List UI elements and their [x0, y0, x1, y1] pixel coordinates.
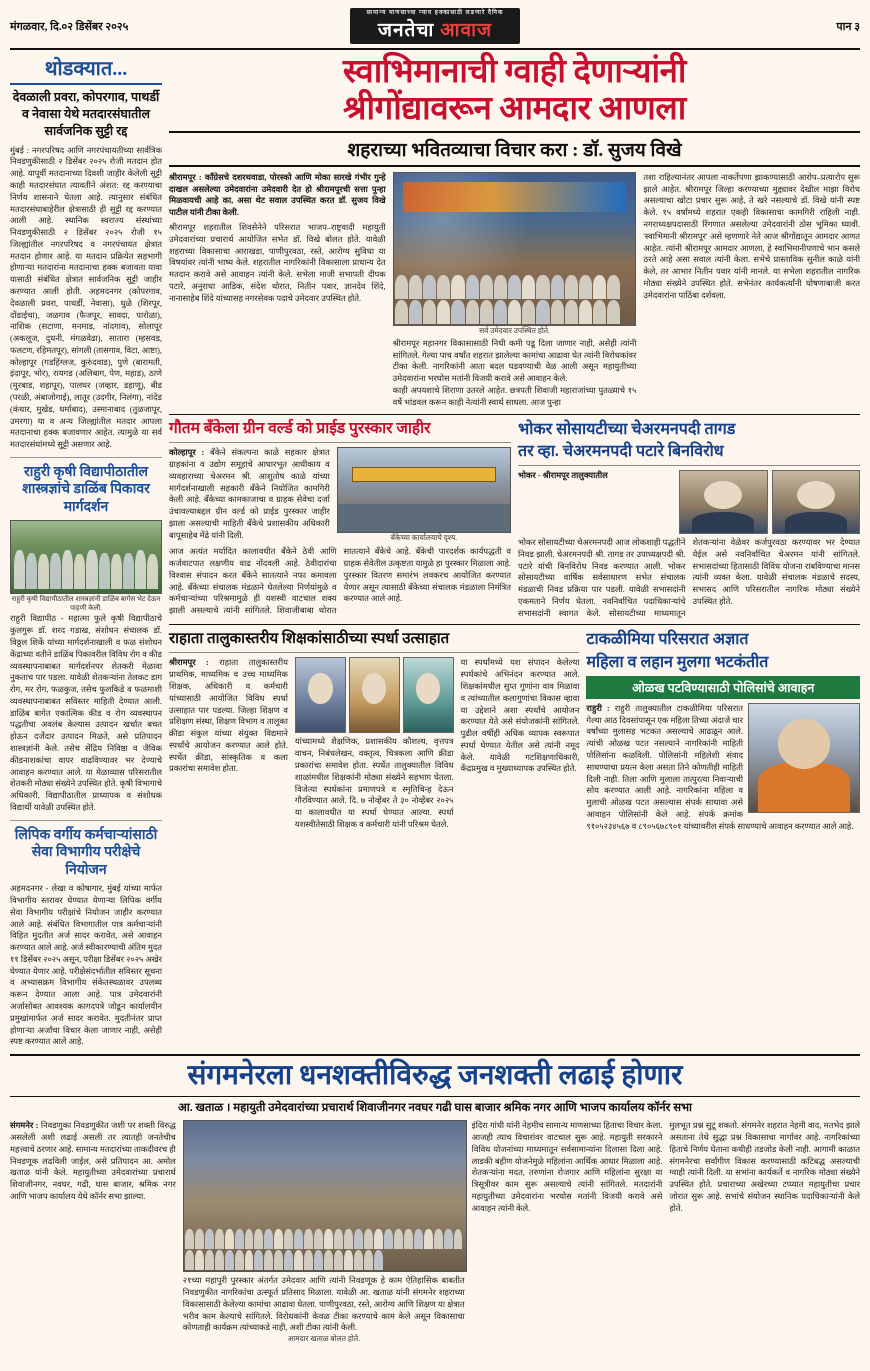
- logo-main: जनतेचा: [377, 20, 435, 41]
- green-world-body2: आज अत्यंत मर्यादित कालावधीत बँकेने ठेवी आणि कर्जवाटपात लक्षणीय वाढ नोंदवली आहे. ठेवीदारांचा विश्वास संपादन करत बँकेने सातत्याने नफा कमावला आहे. बँकेच्या संचालक मंडळाने घेतलेल्या निर्णयांमुळे व कर्मचाऱ्यांच्या परिश्रमामुळे ही यशस्वी वाटचाल शक्य झाली असल्याचे त्यांनी सांगितले.: [169, 547, 337, 616]
- bottom-body4: मुलभूत प्रश्न सुटू शकतो. संगमनेर शहरात नेहमी वाद, मतभेद झाले असताना तेथे सुद्धा प्रश्न विकासाचा मार्गावर आहे. नागरिकांच्या हिताचे निर्णय घेताना कधीही तडजोड केली नाही. आगामी काळात संगमनेरचा सर्वांगीण विकास करण्यासाठी कटिबद्ध असल्याची ग्वाही त्यांनी दिली. या सभांना कार्यकर्ते व नागरिक मोठ्या संख्येने उपस्थित होते. प्रचाराच्या अखेरच्या टप्प्यात महायुतीचा प्रचार जोरात सुरू आहे. सभांचे संयोजन स्थानिक पदाधिकाऱ्यांनी केले होते.: [669, 1121, 860, 1213]
- green-world-lead: कोल्हापूर :: [169, 448, 205, 458]
- masthead: [10, 8, 860, 50]
- bottom-subheadline: आ. खताळ । महायुती उमेदवारांच्या प्रचारार्थ शिवाजीनगर नवघर गढी घास बाजार श्रमिक नगर आणि भाजप कार्यालय कॉर्नर सभा: [177, 1102, 693, 1115]
- subheadline: शहराच्या भवितव्याचा विचार करा : डॉ. सुजय विखे: [169, 131, 860, 167]
- logo-tagline: सामान्य माणसाच्या न्याय हक्कासाठी लढणारे दैनिक: [366, 10, 504, 16]
- sidebar-item3-title: लिपिक वर्गीय कर्मचाऱ्यांसाठी सेवा विभागीय परीक्षेचे नियोजन: [14, 827, 158, 878]
- photo-competition-3: [403, 657, 454, 733]
- article-rahata: [169, 630, 579, 832]
- divider: [10, 457, 162, 458]
- rahata-headline: राहाता तालुकास्तरीय शिक्षकांसाठीच्या स्पर्धा उत्साहात: [169, 631, 450, 648]
- article-green-world: [169, 420, 511, 620]
- divider: [169, 442, 511, 443]
- bottom-headline: संगमनेरला धनशक्तीविरुद्ध जनशक्ती लढाई होणार: [10, 1054, 860, 1097]
- divider: [518, 465, 860, 466]
- sidebar-item2-body: राहुरी विद्यापीठ - महात्मा फुले कृषी विद्यापीठाचे कुलगुरू डॉ. शरद गडाख, संशोधन संचालक डॉ. विठ्ठल शिर्के यांच्या मार्गदर्शनाखाली व फळ संशोधन केंद्राच्या वतीने डाळिंब पिकावरील विविध रोग व कीड व्यवस्थापनाबाबत मार्गदर्शनपर शेतकरी मेळावा नुकताच पार पडला. यावेळी शेतकऱ्यांना तेलकट डाग रोग, मर रोग, फळकुज, तसेच फुलकिडे व फळमाशी व्यवस्थापनाबाबत सविस्तर माहिती देण्यात आली. डाळिंब बागेत एकात्मिक कीड व रोग व्यवस्थापन पद्धतीचा अवलंब केल्यास उत्पादन खर्चात बचत होऊन दर्जेदार उत्पादन मिळते, असे प्रतिपादन शास्त्रज्ञांनी केले. तसेच सेंद्रिय निविष्ठा व जैविक कीडनाशकांचा वापर वाढविण्यावर भर देण्याचे आवाहन करण्यात आले. या मेळाव्यास परिसरातील शेतकरी मोठ्या संख्येने उपस्थित होते. कृषी विभागाचे अधिकारी, विद्यापीठातील प्राध्यापक व संशोधक विद्यार्थी यावेळी उपस्थित होते.: [10, 614, 162, 812]
- lead-paragraph: श्रीरामपूर : कॉंग्रेसचे दशरथवाडा, पोरस्को आणि मोका सारखे गंभीर गुन्हे दाखल असलेल्या उमेदवारांना उमेदवारी देत हो श्रीरामपूरची सत्ता पुन्हा मिळवायची आहे का, असा थेट सवाल उपस्थित करत डॉ. सुजय विखे पाटील यांनी टीका केली.: [169, 172, 386, 218]
- issue-date: मंगळवार, दि.०२ डिसेंबर २०२५: [10, 20, 129, 33]
- bhokar-body: भोकर सोसायटीच्या चेअरमनपदी आज लोकशाही पद्धतीने निवड झाली. चेअरमनपदी श्री. तागड तर उपाध्यक्षपदी श्री. पटारे यांची बिनविरोध निवड करण्यात आली. भोकर सोसायटीच्या वार्षिक सर्वसाधारण सभेत संचालक मंडळाची निवड प्रक्रिया पार पडली. यावेळी सभासदांनी एकमताने निर्णय घेतला. नवनिर्वाचित पदाधिकाऱ्यांचे सभासदांनी स्वागत केले. सोसायटीच्या माध्यमातून शेतकऱ्यांना वेळेवर कर्जपुरवठा करण्यावर भर देण्यात येईल असे नवनिर्वाचित चेअरमन यांनी सांगितले. सभासदांच्या हितासाठी विविध योजना राबविण्याचा मानस त्यांनी व्यक्त केला. यावेळी संचालक मंडळाचे सदस्य, सभासद आणि परिसरातील नागरिक मोठ्या संख्येने उपस्थित होते.: [518, 537, 860, 618]
- sidebar-item2-title: राहुरी कृषी विद्यापीठातील शास्त्रज्ञांचे डाळिंब पिकावर मार्गदर्शन: [22, 464, 150, 515]
- photo-competition-2: [349, 657, 400, 733]
- page-title: [169, 54, 860, 128]
- second-band: [169, 420, 860, 620]
- photo-caption-bank: बँकेच्या कार्यालयाचे दृश्य.: [390, 533, 458, 543]
- rahata-body3: या स्पर्धांमध्ये यश संपादन केलेल्या स्पर्धकांचे अभिनंदन करण्यात आले. शिक्षकांमधील सुप्त गुणांना वाव मिळावा व त्यांच्यातील कलागुणांचा विकास व्हावा या उद्देशाने अशा स्पर्धांचे आयोजन करण्यात येते असे संयोजकांनी सांगितले. पुढील वर्षीही अधिक व्यापक स्वरूपात स्पर्धा घेण्यात येतील असे त्यांनी नमूद केले. यावेळी गटशिक्षणाधिकारी, केंद्रप्रमुख व मुख्याध्यापक उपस्थित होते.: [460, 658, 580, 774]
- rahata-lead: श्रीरामपूर :: [169, 658, 209, 668]
- sidebar-heading: थोडक्यात...: [10, 54, 162, 85]
- green-world-headline: गौतम बँकेला ग्रीन वर्ल्ड को प्राईड पुरस्कार जाहीर: [169, 419, 431, 437]
- lead-body-col1: श्रीरामपूर शहरातील शिवसेनेने परिसरात भाजप–राष्ट्रवादी महायुती उमेदवारांच्या प्रचारार्थ आयोजित सभेत डॉ. विखे बोलत होते. यावेळी शहराच्या विकासाचा आराखडा, पाणीपुरवठा, रस्ते, आरोग्य सुविधा या विषयांवर त्यांनी भाष्य केले. शहरातील नागरिकांनी विकासाला प्राधान्य देत मतदान करावे असे आवाहन त्यांनी केले. सभेला माजी सभापती दीपक पटारे, अनुराधा आडिक, संदेश थोरात, नितीन पवार, ज्ञानदेव शिंदे, नानासाहेब शिंदे यांच्यासह नगरसेवक पदाचे उमेदवार उपस्थित होते.: [169, 223, 386, 303]
- headline-line-2: श्रीगोंद्यावरून आमदार आणला: [343, 90, 686, 127]
- photo-public-meeting: [393, 172, 637, 326]
- photo-corner-meeting: [183, 1120, 467, 1272]
- headline-line-1: स्वाभिमानाची ग्वाही देणाऱ्यांनी: [342, 54, 687, 90]
- lead-body-col2: श्रीरामपूर महानगर विकासासाठी निधी कमी पडू दिला जाणार नाही, असेही त्यांनी सांगितले. गेल्या पाच वर्षांत शहरात झालेल्या कामांचा आढावा घेत त्यांनी विरोधकांवर टीका केली. नागरिकांनी आता बदल घडवण्याची वेळ आली असून महायुतीच्या उमेदवारांना भरघोस मतांनी विजयी करावे असे आवाहन केले.: [392, 338, 637, 384]
- lead-body-col2-tail: काही अपयशाचे शिराणा उतरले आहेत. छत्रपती शिवाजी महाराजांच्या पुतळ्याचे १५ वर्षे भांडवल करून काही नेत्यांनी स्वार्थ साधला. आज पुन्हा: [392, 386, 637, 407]
- bhokar-headline-2: तर व्हा. चेअरमनपदी पटारे बिनविरोध: [518, 442, 724, 460]
- divider: [169, 414, 860, 415]
- rahata-body1: राहाता तालुकास्तरीय प्राथमिक, माध्यमिक व उच्च माध्यमिक शिक्षक, अधिकारी व कर्मचारी यांच्यासाठी आयोजित विविध स्पर्धा उत्साहात पार पडल्या. जिल्हा शिक्षण व प्रशिक्षण संस्था, शिक्षण विभाग व तालुका क्रीडा संकुल यांच्या संयुक्त विद्यमाने स्पर्धांचे आयोजन करण्यात आले होते. स्पर्धेत क्रीडा, सांस्कृतिक व कला प्रकारांचा समावेश होता.: [169, 658, 288, 774]
- photo-bank-building: [337, 447, 511, 533]
- portrait-vice-chairman: [772, 470, 860, 534]
- photo-agri-scientists: [10, 520, 162, 594]
- photo-caption-corner: आमदार खताळ बोलत होते.: [287, 1334, 360, 1344]
- bhokar-lead: भोकर - श्रीरामपूर तालुक्यातील: [518, 470, 608, 480]
- main-column: [169, 54, 860, 1048]
- bottom-lead: संगमनेर :: [10, 1121, 39, 1131]
- article-taklimiya: [586, 630, 860, 832]
- taklimiya-body: राहुरी तालुक्यातील टाकळीमिया परिसरात गेल्या आठ दिवसांपासून एक महिला तिच्या अंदाजे चार वर्षांच्या मुलासह भटकत असल्याचे आढळून आले. त्यांची ओळख पटत नसल्याने नागरिकांनी माहिती पोलिसांना कळविली. पोलिसांनी महिलेशी संवाद साधण्याचा प्रयत्न केला असता तिने कोणतीही माहिती दिली नाही. तिला आणि मुलाला तात्पुरत्या निवाऱ्याची सोय करण्यात आली आहे. नागरिकांना महिला व मुलाची ओळख पटत असल्यास संपर्क साधावा असे आवाहन पोलिसांनी केले आहे. संपर्क क्रमांक ९१०५२३४५६७ व ८९०५६७८९०१ यांच्यावरील संपर्क साधण्याचे आवाहन करण्यात आले आहे.: [586, 703, 854, 831]
- photo-competition-1: [295, 657, 346, 733]
- article-bhokar: [518, 420, 860, 620]
- taklimiya-lead: राहुरी :: [586, 703, 610, 713]
- third-band: [169, 630, 860, 832]
- bottom-story: [10, 1054, 860, 1344]
- photo-unknown-woman: [748, 703, 860, 813]
- logo-accent: आवाज: [440, 20, 493, 41]
- bottom-body2: २१च्या महापुरी पुरस्कार अंतर्गत उमेदवार आणि त्यांनी निवडणूक हे काम ऐतिहासिक बाबतीत निवडणुकीत नागरिकांचा उत्स्फूर्त प्रतिसाद मिळाला. यावेळी आ. खताळ यांनी संगमनेर शहराच्या विकासासाठी केलेल्या कामांचा आढावा घेतला. पाणीपुरवठा, रस्ते, आरोग्य आणि शिक्षण या क्षेत्रात भरीव काम केल्याचे सांगितले. विरोधकांनी केवळ टीका करण्याचे काम केले असून विकासाचा कोणताही कार्यक्रम त्यांच्याकडे नाही, अशी टीका त्यांनी केली.: [182, 1276, 465, 1333]
- divider: [169, 652, 579, 653]
- taklimiya-headline-1: टाकळीमिया परिसरात अज्ञात: [586, 631, 749, 649]
- lead-story: [169, 172, 860, 409]
- bhokar-headline-1: भोकर सोसायटीच्या चेअरमनपदी तागड: [518, 420, 736, 438]
- green-world-body3: शिवाजीबाबा थोरात सातत्याने बँकेचे आहे. बँकेची पारदर्शक कार्यपद्धती व ग्राहक सेवेतील उत्कृष्टता यामुळे हा पुरस्कार मिळाला आहे. पुरस्कार वितरण समारंभ लवकरच आयोजित करण्यात येणार असून त्यासाठी बँकेच्या संचालक मंडळाला निमंत्रित करण्यात आले आहे.: [276, 547, 511, 616]
- divider: [169, 624, 860, 625]
- page-grid: [10, 54, 860, 1048]
- bottom-body1: निवडणुका निवडणुकीत जशी पर शक्ती विरुद्ध असलेली अशी लढाई असली तर त्यातही जनतेचीच महत्त्वाचे ठरणार आहे. सामान्य मतदारांच्या ताकदीवरच ही निवडणूक लढविली जाईल, असे प्रतिपादन आ. अमोल खताळ यांनी केले. महायुतीच्या उमेदवारांच्या प्रचारार्थ शिवाजीनगर, नवघर, गढी, घास बाजार, श्रमिक नगर आणि भाजप कार्यालय येथे कॉर्नर सभा झाल्या.: [10, 1121, 176, 1202]
- sidebar-column: [10, 54, 162, 1048]
- sidebar-item1-body: मुंबई : नगरपरिषद आणि नगरपंचायतीच्या सार्वत्रिक निवडणुकीसाठी २ डिसेंबर २०२५ रोजी मतदान होत आहे. यापूर्वी मतदानाच्या दिवशी जाहीर केलेली सुट्टी काही मतदारसंघात त्यावतीने अंशत: रद्द करण्याचा निर्णय शासनाने घेतला आहे. त्यानुसार संबंधित मतदारसंघाबाहेरील क्षेत्रासाठी ही सुट्टी रद्द करण्यात आली आहे. स्थानिक स्वराज्य संस्थांच्या निवडणुकीसाठी २ डिसेंबर २०२५ रोजी १५ जिल्ह्यांतील नगरपरिषद व नगरपंचायत क्षेत्रात मतदान होणार आहे. या मतदान प्रक्रियेत सहभागी होणाऱ्या मतदारांना मतदानाचा हक्क बजावता यावा यासाठी संबंधित क्षेत्रात सार्वजनिक सुट्टी जाहीर करण्यात आली होती. अहमदनगर (कोपरगाव, देवळाली प्रवरा, पाथर्डी, नेवासा), धुळे (शिरपूर, दोंडाईचा), जळगाव (फैजपूर, सावदा, पारोळा), नाशिक (सटाणा, मनमाड, नांदगाव), सोलापूर (अकलूज, दुधनी, मंगळवेढा), सातारा (म्हसवड, फलटण, रहिमतपूर), सांगली (तासगाव, विटा, आष्टा), कोल्हापूर (गडहिंग्लज, कुरुंदवाड), पुणे (बारामती, इंदापूर, भोर), रायगड (अलिबाग, पेण, महाड), ठाणे (मुरबाड, शहापूर), पालघर (जव्हार, डहाणू), बीड (परळी, अंबाजोगाई), लातूर (उदगीर, निलंगा), नांदेड (कंधार, मुखेड, धर्माबाद), उस्मानाबाद (तुळजापूर, उमरगा) या व अन्य जिल्ह्यांतील मतदार आपला मतदानाचा हक्क बजावणार आहेत. त्यामुळे या सर्व मतदारसंघांमध्ये सुट्टी असणार आहे.: [10, 145, 162, 450]
- page-number: पान ३: [836, 20, 860, 33]
- bottom-body3: इंदिरा गांधी यांनी नेहमीच सामान्य माणसाच्या हिताचा विचार केला. आजही त्याच विचारांवर वाटचाल सुरू आहे. महायुती सरकारने विविध योजनांच्या माध्यमातून सर्वसामान्यांना दिलासा दिला आहे. लाडकी बहीण योजनेमुळे महिलांना आर्थिक आधार मिळाला आहे. शेतकऱ्यांना मदत, तरुणांना रोजगार आणि महिलांना सुरक्षा या त्रिसूत्रीवर काम सुरू असल्याचे त्यांनी सांगितले. मतदारांनी महायुतीच्या उमेदवारांना भरघोस मतांनी विजयी करावे असे आवाहन त्यांनी केले.: [471, 1121, 663, 1213]
- photo-caption-agri: राहुरी कृषी विद्यापीठातील शास्त्रज्ञांनी डाळिंब बागेस भेट देऊन पाहणी केली.: [11, 595, 161, 613]
- newspaper-logo: [210, 8, 660, 44]
- taklimiya-banner: ओळख पटविण्यासाठी पोलिसांचे आवाहन: [586, 676, 860, 699]
- lead-body-col3: तशा राहिल्यानंतर आपला नाकर्तेपणा झाकण्यासाठी आरोप–प्रत्यारोप सुरू झाले आहेत. श्रीरामपूर जिल्हा करण्याच्या मुद्द्यावर देखील माझा विरोध असल्याचा खोटा प्रचार सुरू आहे, ते खरे नसल्याचे डॉ. विखे यांनी स्पष्ट केले. १५ वर्षांमध्ये शहरात एकही विकासाचा कामगिरी राहिली नाही. नगराध्यक्षपदासाठी रिंगणात असलेल्या उमेदवारांनी ठोस भूमिका घ्यावी. 'स्वाभिमानी श्रीरामपूर' असे म्हणणारे नेते आज श्रीगोंद्यातून आमदार आणत आहेत. त्यांनी श्रीरामपूर आमदार आणला, हे स्वाभिमानीपणाचे भान कसले ठरते आहे असा सवाल त्यांनी केला. सभेचे प्रास्ताविक सुनील काळे यांनी केले, तर आभार नितीन पवार यांनी मानले. या सभेला शहरातील नागरिक मोठ्या संख्येने उपस्थित होते. सभेनंतर कार्यकर्त्यांनी घोषणाबाजी करत उमेदवारांना पाठिंबा दर्शवला.: [643, 172, 860, 300]
- portrait-pair: [679, 470, 860, 534]
- sidebar-item1-title: देवळाली प्रवरा, कोपरगाव, पाथर्डी व नेवासा येथे मतदारसंघातील सार्वजनिक सुट्टी रद्द: [12, 90, 160, 138]
- sidebar-item3-body: अहमदनगर - लेखा व कोषागार, मुंबई यांच्या मार्फत विभागीय स्तरावर घेण्यात येणाऱ्या लिपिक वर्गीय सेवा विभागीय परीक्षांचे नियोजन जाहीर करण्यात आले आहे. संबंधित विभागातील पात्र कर्मचाऱ्यांनी विहित मुदतीत अर्ज सादर करावेत, असे आवाहन करण्यात आले आहे. अर्ज स्वीकारण्याची अंतिम मुदत ११ डिसेंबर २०२५ असून, परीक्षा डिसेंबर २०२५ अखेर घेण्यात येणार आहे. परीक्षेसंदर्भातील सविस्तर सूचना व अभ्यासक्रम विभागीय संकेतस्थळावर उपलब्ध करून देण्यात आला आहे. पात्र उमेदवारांनी अर्जासोबत आवश्यक कागदपत्रे जोडून कार्यालयीन प्रमुखांमार्फत अर्ज सादर करावेत. मुदतीनंतर प्राप्त होणाऱ्या अर्जांचा विचार केला जाणार नाही, असेही स्पष्ट करण्यात आले आहे.: [10, 884, 162, 1047]
- portrait-chairman: [679, 470, 767, 534]
- green-world-body1: बँकेने संकल्पना काळे सहकार क्षेत्रात ग्राहकांना व उद्योग समूहाचे आधारभूत आधीकाय व व्यवहाराच्या चेअरमन श्री. आशुतोष काळे यांच्या मार्गदर्शनाखाली सहकारी बँकेने नियोजित कामगिरी केली आहे. बँकेच्या कामकाजाचा व ग्राहक सेवेचा दर्जा उंचावल्याबद्दल ग्रीन वर्ल्ड को प्राईड पुरस्कार जाहीर झाला असल्याची माहिती बँकेचे प्रशासकीय अधिकारी बापूसाहेब मेंढे यांनी दिली.: [169, 448, 330, 540]
- taklimiya-headline-2: महिला व लहान मुलगा भटकंतीत: [586, 653, 769, 671]
- photo-strip-competition: [295, 657, 454, 733]
- photo-caption-meeting: सर्व उमेदवार उपस्थित होते.: [479, 325, 550, 335]
- rahata-body2: यांच्यामध्ये शैक्षणिक, प्रशासकीय कौशल्य, वृत्तपत्र वाचन, निबंधलेखन, वक्तृत्व, चित्रकला आणि क्रीडा प्रकारांचा समावेश होता. स्पर्धेत तालुक्यातील विविध शाळांमधील शिक्षकांनी मोठ्या संख्येने सहभाग घेतला. विजेत्या स्पर्धकांना प्रमाणपत्रे व स्मृतिचिन्ह देऊन गौरविण्यात आले. दि. ७ नोव्हेंबर ते ३० नोव्हेंबर २०२५ या कालावधीत या स्पर्धा घेण्यात आल्या. स्पर्धा यशस्वीतेसाठी शिक्षक व कर्मचारी यांनी परिश्रम घेतले.: [294, 737, 454, 829]
- divider: [10, 820, 162, 821]
